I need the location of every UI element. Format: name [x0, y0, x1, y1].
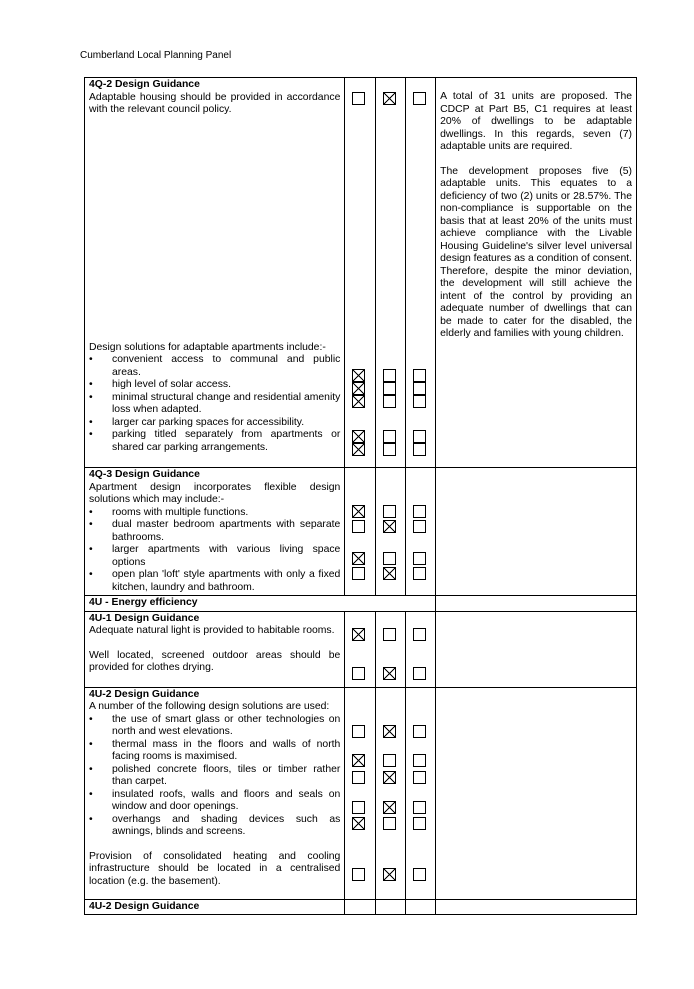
checked-checkbox [383, 801, 396, 814]
unchecked-checkbox [383, 628, 396, 641]
checked-checkbox [352, 369, 365, 382]
table-row [85, 899, 637, 915]
unchecked-checkbox [352, 771, 365, 784]
unchecked-checkbox [383, 443, 396, 456]
unchecked-checkbox [413, 505, 426, 518]
guidance-text: Adequate natural light is provided to habitable rooms. [89, 625, 335, 636]
checked-checkbox [383, 567, 396, 580]
checked-checkbox [383, 667, 396, 680]
list-item: • polished concrete floors, tiles or timber rather than carpet. [89, 764, 340, 789]
list-item: • overhangs and shading devices such as awnings, blinds and screens. [89, 814, 340, 839]
checked-checkbox [383, 725, 396, 738]
unchecked-checkbox [413, 92, 426, 105]
section-heading: 4U-1 Design Guidance [89, 612, 200, 624]
unchecked-checkbox [413, 754, 426, 767]
table-row [85, 468, 637, 596]
list-item: • dual master bedroom apartments with separate bathrooms. [89, 519, 340, 544]
unchecked-checkbox [413, 443, 426, 456]
checked-checkbox [352, 754, 365, 767]
comment-paragraph: A total of 31 units are proposed. The CDCP at Part B5, C1 requires at least 20% of dwellings to be adaptable dwellings. In this regards, seven (7) adaptable units are required. [440, 91, 632, 152]
list-item: • parking titled separately from apartments or shared car parking arrangements. [89, 429, 340, 454]
checked-checkbox [352, 382, 365, 395]
checked-checkbox [383, 92, 396, 105]
checked-checkbox [383, 520, 396, 533]
unchecked-checkbox [413, 430, 426, 443]
unchecked-checkbox [413, 395, 426, 408]
table-row [85, 687, 637, 899]
unchecked-checkbox [413, 552, 426, 565]
unchecked-checkbox [413, 801, 426, 814]
checked-checkbox [383, 868, 396, 881]
unchecked-checkbox [413, 868, 426, 881]
unchecked-checkbox [383, 505, 396, 518]
unchecked-checkbox [413, 567, 426, 580]
unchecked-checkbox [352, 868, 365, 881]
list-item: • insulated roofs, walls and floors and seals on window and door openings. [89, 789, 340, 814]
list-item: • thermal mass in the floors and walls of north facing rooms is maximised. [89, 739, 340, 764]
unchecked-checkbox [383, 552, 396, 565]
unchecked-checkbox [413, 628, 426, 641]
section-heading: 4U-2 Design Guidance [89, 688, 200, 700]
list-item: • larger car parking spaces for accessibility. [89, 417, 340, 430]
guidance-intro: Design solutions for adaptable apartments include:- [89, 341, 326, 353]
unchecked-checkbox [352, 725, 365, 738]
guidance-text: Adaptable housing should be provided in accordance with the relevant council policy. [89, 91, 341, 115]
comment-paragraph: The development proposes five (5) adaptable units. This equates to a deficiency of two (2) units or 28.57%. The non-compliance is supportable on the basis that at least 20% of the units must achieve compliance with the Livable Housing Guideline's silver level universal design features as a condition of consent. Therefore, despite the minor deviation, the development will still achieve the intent of the control by providing an adequate number of dwellings that can be made to cater for the disabled, the elderly and families with young children. [440, 165, 632, 339]
unchecked-checkbox [383, 382, 396, 395]
table-row [85, 611, 637, 687]
page-header: Cumberland Local Planning Panel [80, 50, 232, 61]
guidance-intro: Apartment design incorporates flexible design solutions which may include:- [89, 481, 341, 505]
checked-checkbox [352, 552, 365, 565]
unchecked-checkbox [383, 369, 396, 382]
unchecked-checkbox [413, 817, 426, 830]
guidance-intro: A number of the following design solutions are used: [89, 701, 330, 712]
list-item: • open plan 'loft' style apartments with only a fixed kitchen, laundry and bathroom. [89, 569, 340, 594]
bullet-list [89, 714, 340, 839]
unchecked-checkbox [413, 382, 426, 395]
list-item: • high level of solar access. [89, 379, 340, 392]
checked-checkbox [352, 395, 365, 408]
bullet-list [89, 507, 340, 595]
section-title: 4U - Energy efficiency [89, 597, 198, 608]
section-heading: 4Q-2 Design Guidance [89, 79, 200, 90]
unchecked-checkbox [383, 395, 396, 408]
checked-checkbox [352, 817, 365, 830]
unchecked-checkbox [413, 369, 426, 382]
section-heading: 4U-2 Design Guidance [89, 900, 200, 912]
guidance-text: Well located, screened outdoor areas should be provided for clothes drying. [89, 649, 341, 673]
unchecked-checkbox [413, 667, 426, 680]
section-heading: 4Q-3 Design Guidance [89, 469, 200, 480]
list-item: • convenient access to communal and public areas. [89, 354, 340, 379]
unchecked-checkbox [383, 754, 396, 767]
table-row [85, 596, 637, 612]
unchecked-checkbox [352, 801, 365, 814]
list-item: • rooms with multiple functions. [89, 507, 340, 520]
checked-checkbox [352, 443, 365, 456]
list-item: • minimal structural change and residential amenity loss when adapted. [89, 392, 340, 417]
list-item: • the use of smart glass or other technologies on north and west elevations. [89, 714, 340, 739]
list-item: • larger apartments with various living space options [89, 544, 340, 569]
guidance-text: Provision of consolidated heating and cooling infrastructure should be located in a centralised location (e.g. the basement). [89, 850, 341, 887]
unchecked-checkbox [352, 667, 365, 680]
unchecked-checkbox [383, 430, 396, 443]
checked-checkbox [383, 771, 396, 784]
unchecked-checkbox [413, 771, 426, 784]
assessment-comment [436, 78, 637, 468]
unchecked-checkbox [352, 92, 365, 105]
unchecked-checkbox [413, 725, 426, 738]
unchecked-checkbox [352, 567, 365, 580]
checked-checkbox [352, 628, 365, 641]
checked-checkbox [352, 505, 365, 518]
checked-checkbox [352, 430, 365, 443]
unchecked-checkbox [352, 520, 365, 533]
unchecked-checkbox [413, 520, 426, 533]
bullet-list [89, 354, 340, 454]
table-row [85, 78, 637, 468]
unchecked-checkbox [383, 817, 396, 830]
design-guidance-table [84, 77, 637, 915]
